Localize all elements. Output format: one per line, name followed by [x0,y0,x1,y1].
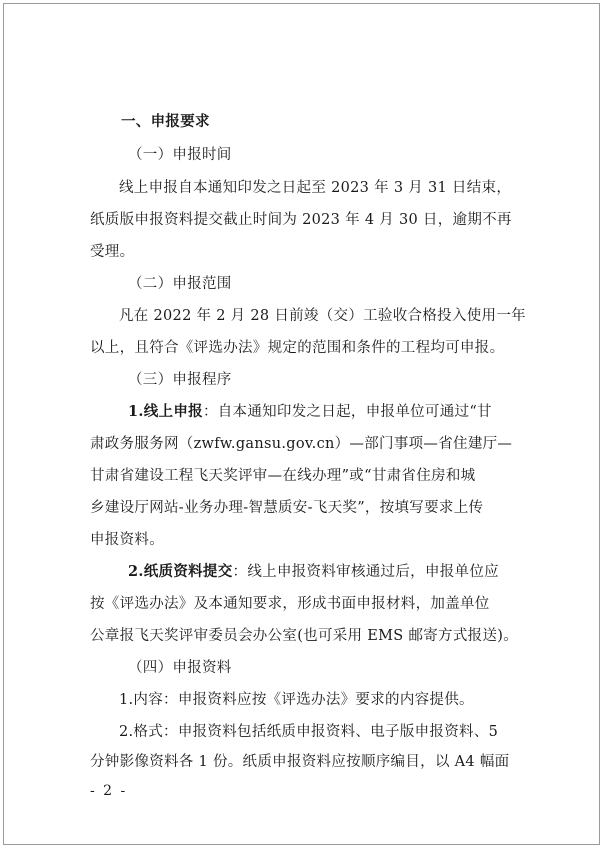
paragraph-line: 甘肃省建设工程飞天奖评审—在线办理”或“甘肃省住房和城 [90,468,476,484]
online-text: ：自本通知印发之日起，申报单位可通过“甘 [202,404,492,420]
paragraph-line [128,562,499,582]
online-label: 1.线上申报 [128,403,203,420]
paragraph-line [128,402,492,422]
heading-materials: （四）申报资料 [128,660,232,676]
paragraph-line: 受理。 [90,244,135,260]
heading-time: （一）申报时间 [128,147,232,163]
paragraph-line: 纸质版申报资料提交截止时间为 2023 年 4 月 30 日，逾期不再 [90,212,512,228]
paragraph-line: 肃政务服务网（zwfw.gansu.gov.cn）—部门事项—省住建厅— [90,436,513,452]
paper-label: 2.纸质资料提交 [128,563,233,580]
heading-scope: （二）申报范围 [128,276,232,292]
heading-procedure: （三）申报程序 [128,372,232,388]
paper-text: ：线上申报资料审核通过后，申报单位应 [232,564,499,580]
paragraph-line: 2.格式：申报资料包括纸质申报资料、电子版申报资料、5 [119,724,499,740]
paragraph-line: 分钟影像资料各 1 份。纸质申报资料应按顺序编目，以 A4 幅面 [90,754,510,770]
paragraph-line: 乡建设厅网站-业务办理-智慧质安-飞天奖”，按填写要求上传 [90,500,484,516]
paragraph-line: 1.内容：申报资料应按《评选办法》要求的内容提供。 [119,692,474,708]
page-number: - 2 - [90,783,128,799]
paragraph-line: 凡在 2022 年 2 月 28 日前竣（交）工验收合格投入使用一年 [119,308,526,324]
paragraph-line: 线上申报自本通知印发之日起至 2023 年 3 月 31 日结束， [119,180,512,196]
paragraph-line: 按《评选办法》及本通知要求，形成书面申报材料，加盖单位 [90,596,490,612]
paragraph-line: 以上，且符合《评选办法》规定的范围和条件的工程均可申报。 [90,340,505,356]
page-border [3,3,600,845]
paragraph-line: 公章报飞天奖评审委员会办公室(也可采用 EMS 邮寄方式报送)。 [90,628,518,644]
paragraph-line: 申报资料。 [90,532,164,548]
section-title: 一、申报要求 [121,114,210,130]
